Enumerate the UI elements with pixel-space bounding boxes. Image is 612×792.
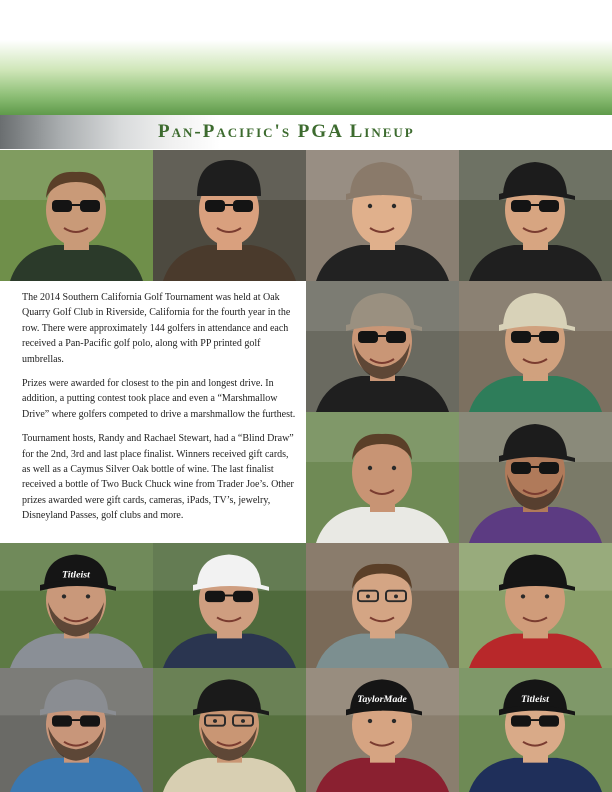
sunglasses-right-lens	[539, 200, 559, 212]
golfer-photo	[459, 668, 612, 792]
left-eye	[368, 204, 372, 208]
golfer-photo	[153, 543, 306, 668]
golfer-photo	[0, 150, 153, 281]
right-eye	[86, 594, 90, 598]
sunglasses-left-lens	[511, 331, 531, 343]
sunglasses-left-lens	[52, 200, 72, 212]
golfer-photo	[306, 668, 459, 792]
sunglasses-left-lens	[511, 715, 531, 726]
right-eye	[545, 594, 549, 598]
sunglasses-left-lens	[52, 715, 72, 726]
sunglasses-right-lens	[539, 462, 559, 474]
left-eye	[366, 595, 370, 599]
golfer-photo	[0, 543, 153, 668]
cap-logo: TaylorMade	[357, 694, 407, 705]
golfer-photo	[459, 281, 612, 412]
article-paragraph-1: The 2014 Southern California Golf Tournament was held at Oak Quarry Golf Club in Riverside, California for the fourth year in the row. There were approximately 144 golfers in attendance and each received a Pan-Pacific golf polo, along with PP printed golf umbrellas.	[22, 292, 291, 365]
golfer-photo	[459, 150, 612, 281]
sunglasses-bridge	[72, 204, 80, 206]
sunglasses-bridge	[531, 204, 539, 206]
golfer-photo	[459, 543, 612, 668]
sunglasses-left-lens	[358, 331, 378, 343]
golfer-photo	[0, 668, 153, 792]
golfer-photo	[153, 668, 306, 792]
golfer-photo	[306, 281, 459, 412]
sunglasses-bridge	[531, 719, 539, 721]
right-eye	[392, 204, 396, 208]
header-gradient-band	[0, 0, 612, 115]
golfer-photo	[306, 543, 459, 668]
sunglasses-bridge	[531, 466, 539, 468]
page-title: Pan-Pacific's PGA Lineup	[158, 121, 415, 142]
sunglasses-bridge	[225, 204, 233, 206]
sunglasses-bridge	[72, 719, 80, 721]
article-paragraph-3: Tournament hosts, Randy and Rachael Stewart, had a “Blind Draw” for the 2nd, 3rd and last place finalist. Winners received gift cards, as well as a Caymus Silver Oak bottle of wine. The last finalist received a bottle of Two Buck Chuck wine from Trader Joe’s. Other prizes awarded were gift cards, cameras, iPads, TV’s, jewelry, Disneyland Passes, golf clubs and more.	[22, 433, 294, 522]
sunglasses-right-lens	[233, 591, 253, 602]
sunglasses-left-lens	[205, 200, 225, 212]
sunglasses-bridge	[378, 335, 386, 337]
article-paragraph-2: Prizes were awarded for closest to the pin and longest drive. In addition, a putting contest took place and even a “Marshmallow Drive” where golfers competed to drive a marshmallow the furthest.	[22, 378, 296, 420]
left-eye	[368, 466, 372, 470]
sunglasses-right-lens	[386, 331, 406, 343]
article-body	[22, 290, 298, 533]
sunglasses-left-lens	[205, 591, 225, 602]
right-eye	[392, 466, 396, 470]
golfer-photo	[306, 150, 459, 281]
left-eye	[213, 719, 217, 723]
sunglasses-left-lens	[511, 462, 531, 474]
golfer-photo	[459, 412, 612, 543]
golfer-photo	[153, 150, 306, 281]
sunglasses-right-lens	[539, 331, 559, 343]
right-eye	[241, 719, 245, 723]
cap-logo: Titleist	[521, 694, 549, 705]
left-eye	[368, 719, 372, 723]
left-eye	[521, 594, 525, 598]
sunglasses-right-lens	[80, 715, 100, 726]
sunglasses-right-lens	[539, 715, 559, 726]
sunglasses-left-lens	[511, 200, 531, 212]
sunglasses-right-lens	[233, 200, 253, 212]
right-eye	[392, 719, 396, 723]
sunglasses-right-lens	[80, 200, 100, 212]
cap-logo: Titleist	[62, 569, 90, 581]
golfer-photo	[306, 412, 459, 543]
right-eye	[394, 595, 398, 599]
sunglasses-bridge	[531, 335, 539, 337]
left-eye	[62, 594, 66, 598]
sunglasses-bridge	[225, 595, 233, 597]
